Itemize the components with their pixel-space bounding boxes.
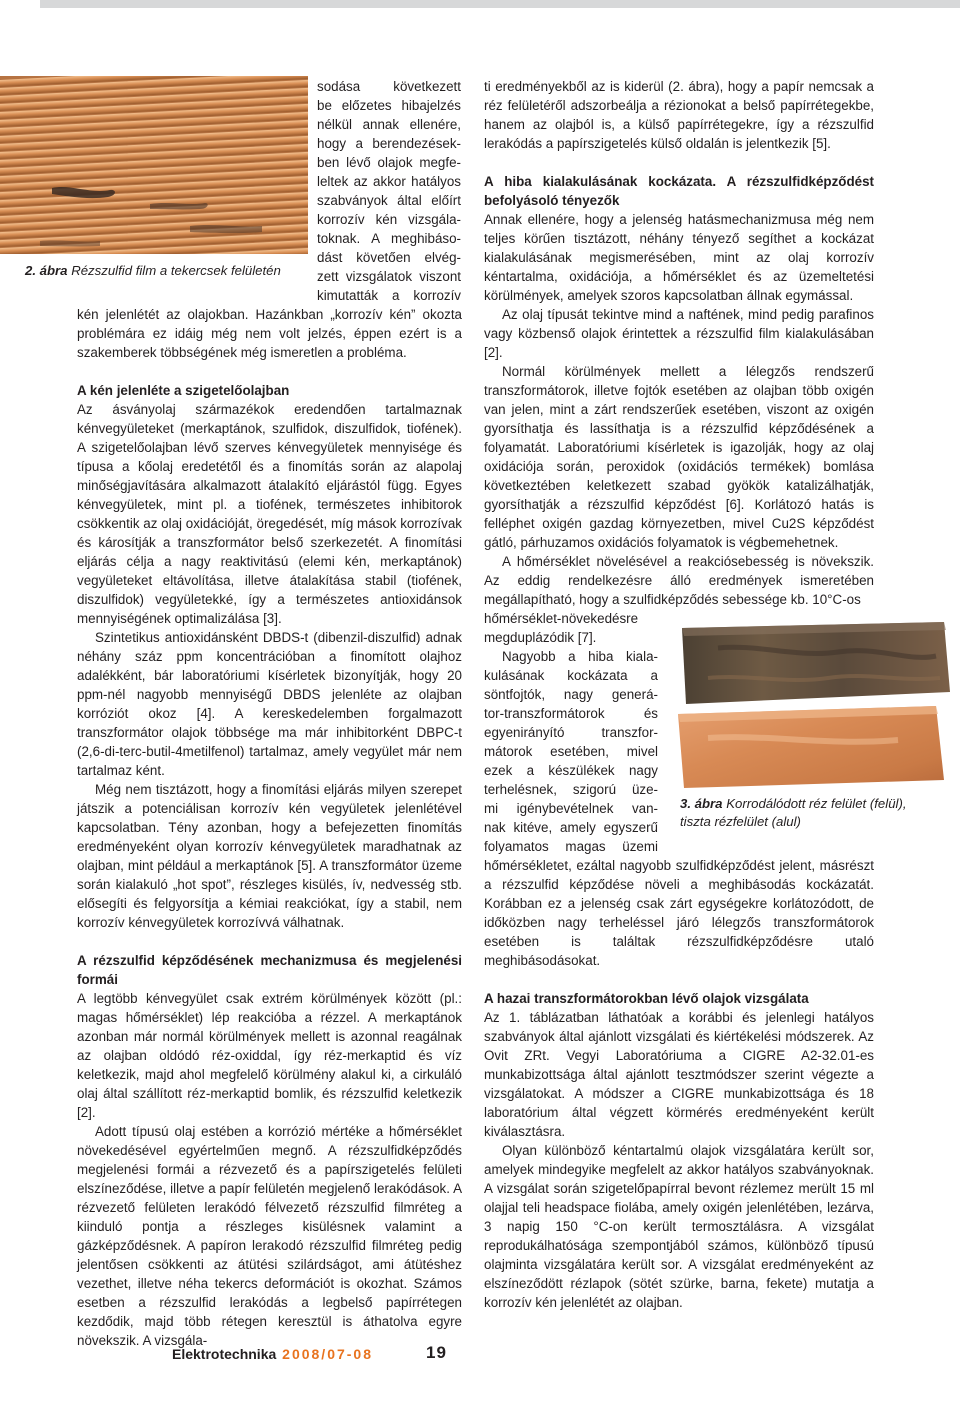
narrow-line: leltek az akkor hatályos — [317, 174, 461, 189]
narrow-line: ben lévő olajok megfe- — [317, 155, 461, 170]
right-column-bottom — [484, 856, 874, 1312]
figure-3-caption-line2: tiszta rézfelület (alul) — [680, 814, 801, 829]
narrow-line: hőmérséklet-növekedésre — [484, 611, 639, 626]
narrow-line: be előzetes hibajelzés — [317, 98, 461, 113]
right-narrow-text — [484, 609, 658, 856]
narrow-line: mi igénybevételnek van- — [484, 801, 658, 816]
left-narrow-text — [317, 77, 461, 305]
narrow-line: nak kitéve, amely egyszerű — [484, 820, 658, 835]
page-footer — [172, 1343, 447, 1362]
figure-3-caption — [680, 795, 958, 831]
journal-name: Elektrotechnika — [172, 1346, 277, 1362]
narrow-line: dást követően elvég- — [317, 250, 461, 265]
narrow-line: tor-transzformátorok és — [484, 706, 658, 721]
narrow-line: kimutatták a korrozív — [317, 288, 461, 303]
figure-2-caption-text: Rézszulfid film a tekercsek felületén — [71, 263, 281, 278]
narrow-line: Nagyobb a hiba kiala- — [502, 649, 658, 664]
section-heading: A kén jelenléte a szigetelőolajban — [77, 383, 290, 398]
left-column — [77, 305, 462, 1350]
narrow-line: folyamatos magas üzemi — [484, 839, 658, 854]
section-heading: A rézszulfid képződésének mechanizmusa és megjelenési formái — [77, 953, 462, 987]
paragraph: Az 1. táblázatban láthatóak a korábbi és jelenlegi hatályos szabványok által ajánlott vizsgálati és kiértékelési módszerek. Az Ovit ZRt. Vegyi Laboratóriuma a CIGRE A2-32.01-es munkabizottsága által ajánlott tesztmódszer szerint végezte a vizsgálatokat. A módszer a CIGRE munkabizottsága és 18 laboratórium által végzett körmérés eredményeként került kiválasztásra. — [484, 1010, 874, 1139]
paragraph: Annak ellenére, hogy a jelenség hatásmechanizmusa még nem teljes körűen tisztázott, néhány tényező segíthet a kockázat kialakulásának megismerésében, mint az olaj korrozív kéntartalma, oxidációja, a hőmérséklet és az üzemeltetési körülmények, amelyek szoros kapcsolatban állnak egymással. — [484, 212, 874, 303]
narrow-line: egyenirányító transzfor- — [484, 725, 658, 740]
paragraph: Adott típusú olaj estében a korrózió mértéke a hőmérséklet növekedésével egyértelműen megnő. A rézszulfidképződés megjelenési formái a rézvezető és a papírszigetelés felületi elszíneződése, illetve a papír felületén megjelenő lerakódások. A rézvezető felületen lerakódó félvezető rézszulfid filmréteg a kiinduló pontja a részleges kisülésnek valamint a gázképződésnek. A papíron lerakodó rézszulfid filmréteg pedig jelentősen csökkenti az átütési szilárdságot, ami átütéshez vezethet, illetve néha tekercs deformációt is okozhat. Számos esetben a rézszulfid lerakódás a legbelső papírrétegen kezdődik, majd több rétegen keresztül is áthatolva egyre növekszik. A vizsgála- — [77, 1124, 462, 1348]
issue-number: 2008/07-08 — [282, 1346, 373, 1362]
right-column-top — [484, 77, 874, 609]
section-heading: A hiba kialakulásának kockázata. A rézszulfidképződést befolyásoló tényezők — [484, 174, 874, 208]
copper-winding-photo — [0, 76, 308, 254]
narrow-line: korrozív kén vizsgála- — [317, 212, 461, 227]
paragraph: Olyan különböző kéntartalmú olajok vizsgálatára került sor, amelyek mindegyike megfelelt az akkor hatályos szabványoknak. A vizsgálat során szigetelőpapírral bevont rézlemez merült 15 ml olajjal teli headspace fiolába, amely oxigén jelenlétében, lezárva, 3 napig 150 °C-on került termosztálásra. A vizsgálat reprodukálhatósága szempontjából számos, különböző típusú olajminta vizsgálatára került sor. A vizsgálat eredményeként az elszíneződött rézlapok (sötét szürke, barna, fekete) mutatja a korrozív kén jelenlétét az olajban. — [484, 1143, 874, 1310]
paragraph: hőmérsékletet, ezáltal nagyobb szulfidképződést jelent, másrészt a rézszulfid képződése növeli a meghibásodás kockázatát. Korábban ez a jelenség csak zárt egységekre korlátozódott, de időközben nagy terheléssel járó lélegzős transzformátorok esetében is találtak rézszulfidképződésre utaló meghibásodásokat. — [484, 858, 874, 968]
paragraph: ti eredményekből az is kiderül (2. ábra), hogy a papír nemcsak a réz felületéről adszorbeálja a rézionokat a belső papírrétegekbe, hanem az olajból is, a külső papírrétegekre, így a rézszulfid lerakódás a papírszigetelés külső oldalán is jelentkezik [5]. — [484, 79, 874, 151]
paragraph: A legtöbb kénvegyület csak extrém körülmények között (pl.: magas hőmérséklet) lép reakcióba a rézzel. A merkaptánok azonban már normál körülmények mellett is azonnal reagálnak az olajban oldódó réz-oxiddal, így réz-merkaptid és víz keletkezik, majd ahol megfelelő körülmény alakul ki, a cirkuláló olaj által szállított réz-merkaptid bomlik, és rézszulfid keletkezik [2]. — [77, 991, 462, 1120]
page-corner-band — [40, 0, 960, 8]
figure-3-number: 3. ábra — [680, 796, 723, 811]
copper-plates-photo — [678, 618, 960, 790]
figure-3-caption-line1: Korrodálódott réz felület (felül), — [726, 796, 907, 811]
narrow-line: toknak. A meghibáso- — [317, 231, 461, 246]
paragraph: kén jelenlétét az olajokban. Hazánkban „korrozív kén” okozta problémára ez idáig még nem volt jelzés, éppen ezért is a szakemberek többségének még ismeretlen a probléma. — [77, 307, 462, 360]
figure-2-number: 2. ábra — [25, 263, 68, 278]
section-heading: A hazai transzformátorokban lévő olajok vizsgálata — [484, 991, 809, 1006]
figure-2-image — [0, 76, 308, 254]
figure-2-caption — [25, 262, 305, 280]
narrow-line: zett vizsgálatok viszont — [317, 269, 461, 284]
narrow-line: terhelésnek, szigorú üze- — [484, 782, 658, 797]
paragraph: Az olaj típusát tekintve mind a naftének, mind pedig parafinos vagy közbenső olajok érintettek a rézszulfid film kialakulásában [2]. — [484, 307, 874, 360]
narrow-line: megduplázódik [7]. — [484, 630, 597, 645]
narrow-line: söntfojtók, nagy generá- — [484, 687, 658, 702]
narrow-line: szabványok által előírt — [317, 193, 461, 208]
narrow-line: sodása következett — [317, 79, 461, 94]
narrow-line: hogy a berendezések- — [317, 136, 461, 151]
narrow-line: nélkül annak ellenére, — [317, 117, 461, 132]
narrow-line: kulásának kockázata a — [484, 668, 658, 683]
figure-3-image — [678, 618, 960, 790]
paragraph: Az ásványolaj származékok eredendően tartalmaznak kénvegyületeket (merkaptánok, szulfidok, diszulfidok, tiofének). A szigetelőolajban lévő szerves kénvegyületek mennyisége és típusa a kőolaj eredetétől és a finomítás során az alapolaj minőségjavítására alkalmazott átalakító eljárástól függ. Egyes kénvegyületek, mint pl. a tiofének, természetes inhibitorok csökkentik az olaj oxidációját, öregedését, míg mások korrozívak és károsítják a transzformátor belső szerkezetét. A finomítási eljárás célja a nagy reaktivitású (elemi kén, merkaptánok) vegyületeket eltávolítása, illetve átalakítása stabil (tiofének, diszulfidok) vegyületekké, így a természetes antioxidánsok mennyiségének optimalizálása [3]. — [77, 402, 462, 626]
paragraph: Szintetikus antioxidánsként DBDS-t (dibenzil-diszulfid) adnak néhány száz ppm koncentrációban a finomított olajhoz adalékként, bár laboratóriumi kísérletek bizonyítják, hogy 20 ppm-nél nagyobb mennyiségű DBDS jelenléte az olajban korróziót okoz [4]. A kereskedelemben forgalmazott transzformátor olajok többsége ma már inhibitorként DBPC-t (2,6-di-terc-butil-4metilfenol) tartalmaz, amely vegyület már nem tartalmaz ként. — [77, 630, 462, 778]
paragraph: Még nem tisztázott, hogy a finomítási eljárás milyen szerepet játszik a potenciálisan korrozív kén vegyületek jelenlétével kapcsolatban. Tény azonban, hogy a befejezetten finomítás eredményeként olyan korrozív kénvegyületek maradhatnak az olajban, mint például a merkaptánok [5]. A transzformátor üzeme során kialakuló „hot spot”, részleges kisülés, ív, nedvesség stb. elősegíti és felgyorsítja a kémiai reakciókat, így a stabil, nem korrozív kénvegyületek korrozívvá válhatnak. — [77, 782, 462, 930]
narrow-line: ezek a készülékek nagy — [484, 763, 658, 778]
narrow-line: mátorok esetében, mivel — [484, 744, 658, 759]
paragraph: Normál körülmények mellett a lélegzős rendszerű transzformátorok, illetve fojtók esetében az olajban több oxigén van jelen, mint a zárt rendszerűek esetében, viszont az oxigén gyorsíthatja és lassíthatja is a rézszulfid képződésének a folyamatát. Laboratóriumi kísérletek is igazolják, hogy az olaj oxidációja során, peroxidok (oxidációs termékek) bomlása következtében keletkezett szabad gyökök katalizálhatják, gyorsíthatják a rézszulfid képződést [6]. Korlátozó hatás is felléphet oxigén gazdag környezetben, mivel Cu2S képződést gátló, párhuzamos oxidációs folyamatok is végbemehetnek. — [484, 364, 874, 550]
page-number: 19 — [426, 1343, 447, 1362]
paragraph: A hőmérséklet növelésével a reakciósebesség is növekszik. Az eddig rendelkezésre álló eredmények ismeretében megállapítható, hogy a szulfidképződés sebessége kb. 10°C-os — [484, 554, 874, 607]
